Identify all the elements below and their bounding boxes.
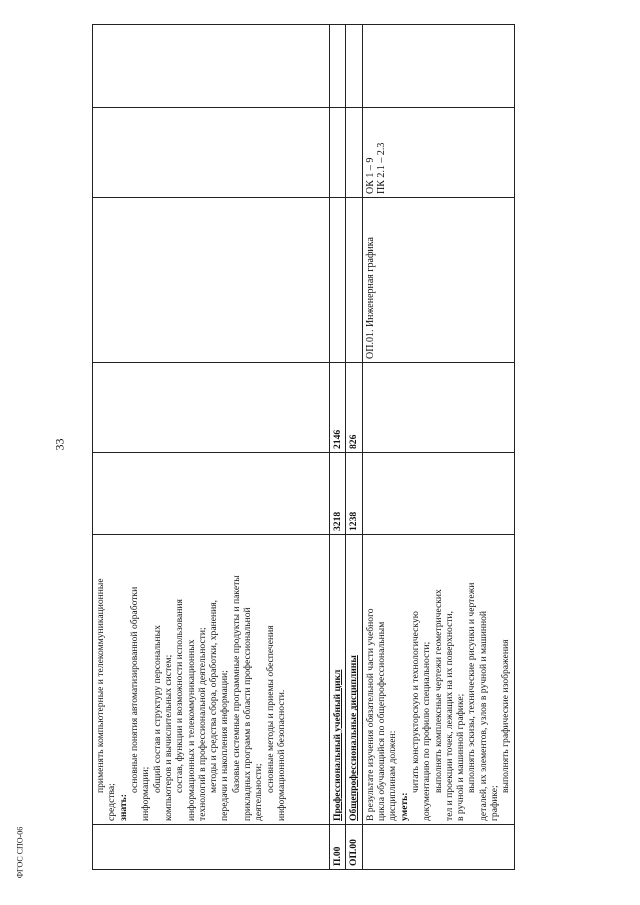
- table-row-engineering-graphics: [362, 25, 514, 870]
- section-code: ОП.00: [346, 825, 362, 870]
- text-line: средства;: [106, 783, 118, 821]
- text-line: методы и средства сбора, обработки, хранения,: [208, 599, 220, 793]
- hours-max-cell: [362, 453, 514, 535]
- text-line: состав, функции и возможности использования: [174, 599, 186, 793]
- hours-mandatory: 2146: [330, 363, 346, 453]
- content-cell-engineering-graphics: [362, 535, 514, 825]
- text-line: компьютеров и вычислительных систем;: [162, 654, 174, 821]
- code-cell: [93, 825, 330, 870]
- discipline-cell: [93, 198, 330, 363]
- text-line: основные методы и приемы обеспечения: [264, 625, 276, 793]
- text-line: читать конструкторскую и технологическую: [409, 611, 421, 793]
- section-title: Профессиональный учебный цикл: [330, 535, 346, 825]
- extra-cell: [362, 25, 514, 108]
- text-line: базовые системные программные продукты и пакеты: [230, 575, 242, 793]
- text-line: передачи и накопления информации;: [219, 670, 231, 821]
- text-line: информационных и телекоммуникационных: [185, 639, 197, 821]
- text-line: технологий в профессиональной деятельности;: [196, 627, 208, 821]
- discipline-cell: [330, 198, 346, 363]
- text-line: уметь:: [398, 792, 410, 821]
- curriculum-table-container: [92, 25, 512, 870]
- text-line: прикладных программ в области профессиональной: [242, 607, 254, 821]
- competencies-cell: [93, 108, 330, 198]
- table-row-continuation: [93, 25, 330, 870]
- hours-mandatory-cell: [93, 363, 330, 453]
- text-line: информации;: [140, 766, 152, 821]
- extra-cell: [330, 25, 346, 108]
- table-row-professional-cycle: [330, 25, 346, 870]
- engineering-graphics-lines: [365, 538, 512, 821]
- competency-pk: ПК 2.1 – 2.3: [376, 142, 388, 194]
- extra-cell: [346, 25, 362, 108]
- hours-max: 3218: [330, 453, 346, 535]
- text-line: применять компьютерные и телекоммуникационные: [95, 578, 106, 793]
- competencies-cell: [330, 108, 346, 198]
- text-line: В результате изучения обязательной части учебного: [364, 608, 376, 821]
- content-cell-continuation: [93, 535, 330, 825]
- competency-ok: ОК 1 – 9: [364, 157, 376, 194]
- text-line: общий состав и структуру персональных: [151, 625, 163, 793]
- section-title: Общепрофессиональные дисциплины: [346, 535, 362, 825]
- text-line: деталей, их элементов, узлов в ручной и машинной: [477, 610, 489, 821]
- text-line: в ручной и машинной графике;: [455, 693, 467, 821]
- text-line: выполнять эскизы, технические рисунки и чертежи: [466, 582, 478, 793]
- code-cell: [362, 825, 514, 870]
- competencies-cell: [362, 108, 514, 198]
- section-code: П.00: [330, 825, 346, 870]
- competencies-cell: [346, 108, 362, 198]
- text-line: тел и проекции точек, лежащих на их поверхности,: [443, 610, 455, 821]
- text-line: графике;: [489, 785, 501, 821]
- text-line: цикла обучающийся по общепрофессиональным: [375, 621, 387, 821]
- table-row-general-disciplines: [346, 25, 362, 870]
- hours-max: 1238: [346, 453, 362, 535]
- hours-mandatory: 826: [346, 363, 362, 453]
- discipline-name: ОП.01. Инженерная графика: [362, 198, 514, 363]
- continuation-lines: [95, 538, 287, 821]
- text-line: выполнять комплексные чертежи геометрических: [432, 589, 444, 793]
- discipline-cell: [346, 198, 362, 363]
- text-line: основные понятия автоматизированной обработки: [128, 586, 140, 793]
- hours-max-cell: [93, 453, 330, 535]
- curriculum-table: [92, 24, 515, 870]
- text-line: выполнять графические изображения: [500, 639, 512, 793]
- text-line: информационной безопасности.: [276, 689, 287, 821]
- hours-mandatory-cell: [362, 363, 514, 453]
- text-line: дисциплинам должен:: [387, 730, 399, 821]
- text-line: документацию по профилю специальности;: [421, 641, 433, 821]
- text-line: деятельности;: [253, 763, 265, 821]
- text-line: знать:: [117, 794, 129, 821]
- extra-cell: [93, 25, 330, 108]
